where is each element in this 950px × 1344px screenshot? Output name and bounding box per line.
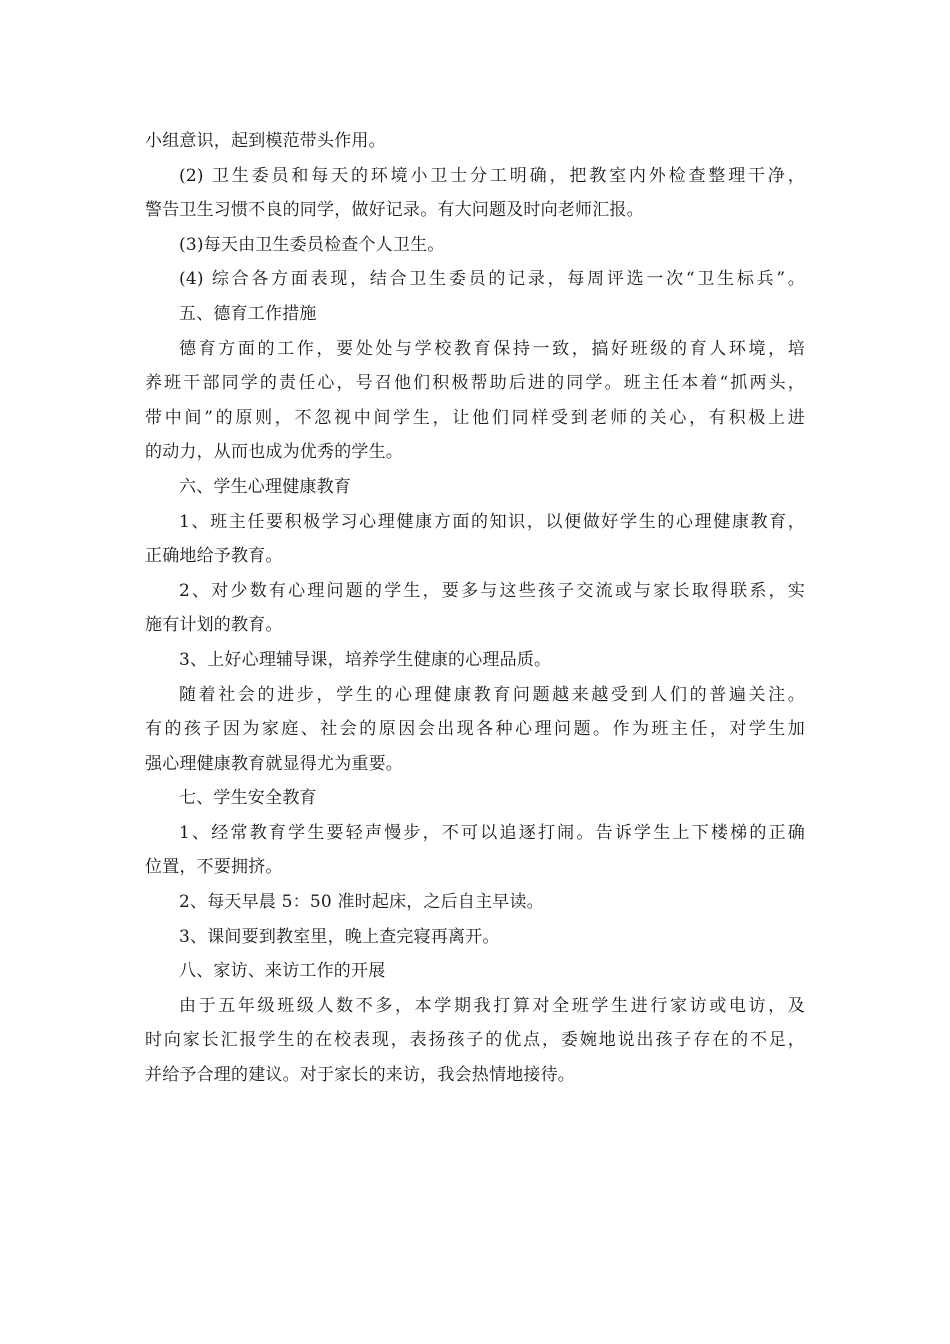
text-line: (2) 卫生委员和每天的环境小卫士分工明确，把教室内外检查整理干净， [179,165,805,186]
text-line: 3、上好心理辅导课，培养学生健康的心理品质。 [179,649,552,670]
document-body [145,124,805,1093]
text-line: 1、经常教育学生要轻声慢步，不可以追逐打闹。告诉学生上下楼梯的正确 [179,822,805,843]
text-line: 3、课间要到教室里，晚上查完寝再离开。 [179,926,500,947]
text-line: 强心理健康教育就显得尤为重要。 [145,753,403,774]
text-line: 2、对少数有心理问题的学生，要多与这些孩子交流或与家长取得联系，实 [179,580,805,601]
text-line: 警告卫生习惯不良的同学，做好记录。有大问题及时向老师汇报。 [145,200,644,221]
text-line: 五、德育工作措施 [179,303,317,324]
text-line: 1、班主任要积极学习心理健康方面的知识，以便做好学生的心理健康教育， [179,511,805,532]
text-line: 小组意识，起到模范带头作用。 [145,131,386,151]
text-line: 带中间”的原则，不忽视中间学生，让他们同样受到老师的关心，有积极上进 [145,407,805,428]
text-line: 随着社会的进步，学生的心理健康教育问题越来越受到人们的普遍关注。 [179,684,805,705]
text-line: 有的孩子因为家庭、社会的原因会出现各种心理问题。作为班主任，对学生加 [145,719,805,740]
text-line: 七、学生安全教育 [179,788,317,809]
text-line: 时向家长汇报学生的在校表现，表扬孩子的优点，委婉地说出孩子存在的不足， [145,1030,805,1051]
text-line: (3)每天由卫生委员检查个人卫生。 [179,234,445,255]
text-line: 由于五年级班级人数不多，本学期我打算对全班学生进行家访或电访，及 [179,995,805,1016]
text-line: (4) 综合各方面表现，结合卫生委员的记录，每周评选一次“卫生标兵”。 [179,269,805,290]
text-line: 德育方面的工作，要处处与学校教育保持一致，搞好班级的育人环境，培 [179,338,805,359]
text-line: 养班干部同学的责任心，号召他们积极帮助后进的同学。班主任本着“抓两头， [145,373,805,394]
text-line: 八、家访、来访工作的开展 [179,961,386,982]
text-line: 2、每天早晨 5：50 准时起床，之后自主早读。 [179,892,544,913]
text-line: 位置，不要拥挤。 [145,857,283,878]
text-line: 正确地给予教育。 [145,546,283,567]
text-line: 施有计划的教育。 [145,615,283,636]
text-line: 的动力，从而也成为优秀的学生。 [145,442,403,463]
text-line: 六、学生心理健康教育 [179,476,351,497]
text-line: 并给予合理的建议。对于家长的来访，我会热情地接待。 [145,1065,575,1086]
